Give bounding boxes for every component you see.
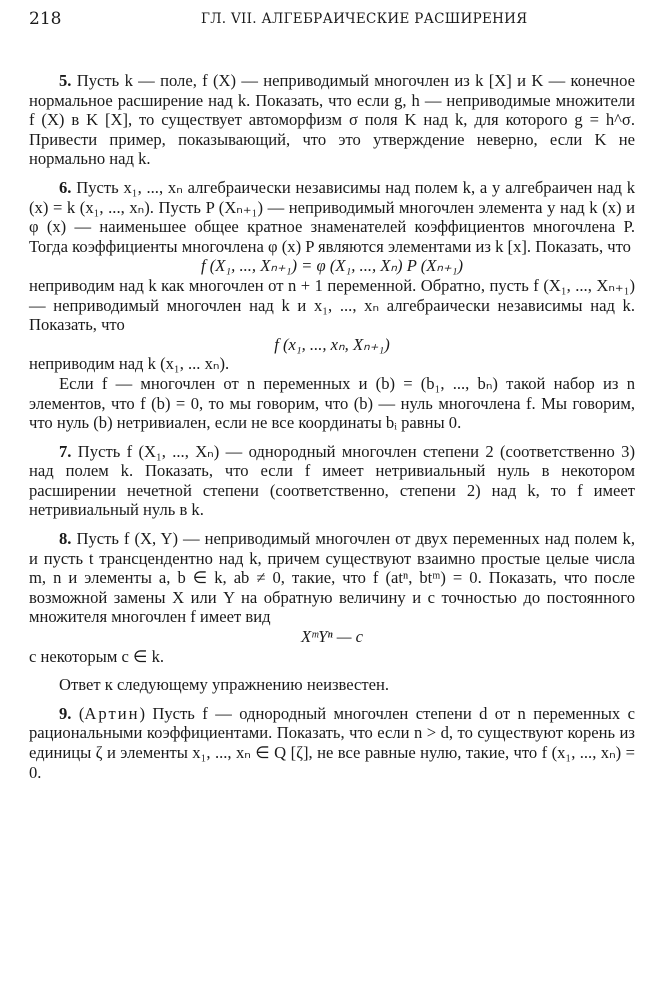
running-title: ГЛ. VII. АЛГЕБРАИЧЕСКИЕ РАСШИРЕНИЯ bbox=[201, 11, 528, 27]
exercise-number: 6. bbox=[59, 177, 72, 197]
exercise-8 bbox=[29, 529, 635, 627]
exercise-5 bbox=[29, 71, 635, 169]
answer-note: Ответ к следующему упражнению неизвестен. bbox=[59, 675, 390, 695]
exercise-text-continued: Если f — многочлен от n переменных и (b) = (b₁, ..., bₙ) такой набор из n элементов, что f (b) = 0, то мы говорим, что (b) — нуль многочлена f. Мы говорим, что нуль (b) нетривиален, если не все координаты bᵢ равны 0. bbox=[29, 373, 636, 433]
formula: f (X₁, ..., Xₙ₊₁) = φ (X₁, ..., Xₙ) P (Xₙ₊₁) bbox=[200, 256, 464, 276]
formula: XᵐYⁿ — c bbox=[301, 627, 363, 647]
exercise-9: 9. (Артин) Пусть f — однородный многочлен степени d от n переменных с рациональными коэффициентами. Показать, что если n > d, то существуют корень из единицы ζ и элементы x₁, ..., xₙ ∈ Q [ζ], не все равные нулю, такие, что f (x₁, ..., xₙ) = 0. bbox=[29, 703, 635, 782]
page-number: 218 bbox=[29, 9, 62, 29]
exercise-number: 5. bbox=[59, 71, 72, 90]
exercise-7 bbox=[29, 442, 635, 520]
formula: f (x₁, ..., xₙ, Xₙ₊₁) bbox=[274, 334, 390, 354]
page-body bbox=[29, 71, 635, 782]
exercise-text-continued: с некоторым c ∈ k. bbox=[29, 646, 165, 666]
exercise-text: Пусть f — однородный многочлен степени d от n переменных с рациональными коэффициентами. Показать, что если n > d, то существуют корень из единицы ζ и элементы x₁, ..., xₙ ∈ Q [ζ], не все равные нулю, такие, что f (x₁, ..., xₙ) = 0. bbox=[29, 703, 635, 782]
exercise-number: 8. bbox=[59, 529, 72, 549]
exercise-author: Артин bbox=[84, 703, 140, 723]
exercise-number: 9. bbox=[59, 703, 72, 723]
exercise-text: Пусть f (X, Y) — неприводимый многочлен от двух переменных над полем k, и пусть t трансцендентно над k, причем существуют взаимно простые целые числа m, n и элементы a, b ∈ k, ab ≠ 0, такие, что f (atⁿ, btᵐ) = 0. Показать, что после возможной замены X или Y на обратную величину и с точностью до постоянного множителя многочлен f имеет вид bbox=[29, 529, 635, 627]
exercise-text-continued: неприводим над k как многочлен от n + 1 переменной. Обратно, пусть f (X₁, ..., Xₙ₊₁) — неприводимый многочлен над k и x₁, ..., xₙ алгебраически независимы над k. Показать, что bbox=[29, 275, 635, 335]
exercise-6 bbox=[29, 178, 635, 256]
exercise-text: Пусть k — поле, f (X) — неприводимый многочлен из k [X] и K — конечное нормальное расширение над k. Показать, что если g, h — неприводимые множители f (X) в K [X], то существует автоморфизм σ поля K над k, для которого g = h^σ. Привести пример, показывающий, что это утверждение неверно, если K не нормально над k. bbox=[29, 71, 635, 169]
exercise-text: Пусть x₁, ..., xₙ алгебраически независимы над полем k, а y алгебраичен над k (x) = k (x₁, ..., xₙ). Пусть P (Xₙ₊₁) — неприводимый многочлен элемента y над k (x) и φ (x) — наименьшее общее кратное знаменателей коэффициентов многочлена P. Тогда коэффициенты многочлена φ (x) P являются элементами из k [x]. Показать, что bbox=[29, 177, 635, 256]
exercise-text-continued: неприводим над k (x₁, ... xₙ). bbox=[29, 354, 230, 374]
page-header bbox=[29, 9, 629, 31]
exercise-text: Пусть f (X₁, ..., Xₙ) — однородный многочлен степени 2 (соответственно 3) над полем k. Показать, что если f имеет нетривиальный нуль в некотором расширении нечетной степени (соответственно, степени 2) над k, то f имеет нетривиальный нуль в k. bbox=[29, 441, 635, 520]
exercise-number: 7. bbox=[59, 441, 72, 461]
